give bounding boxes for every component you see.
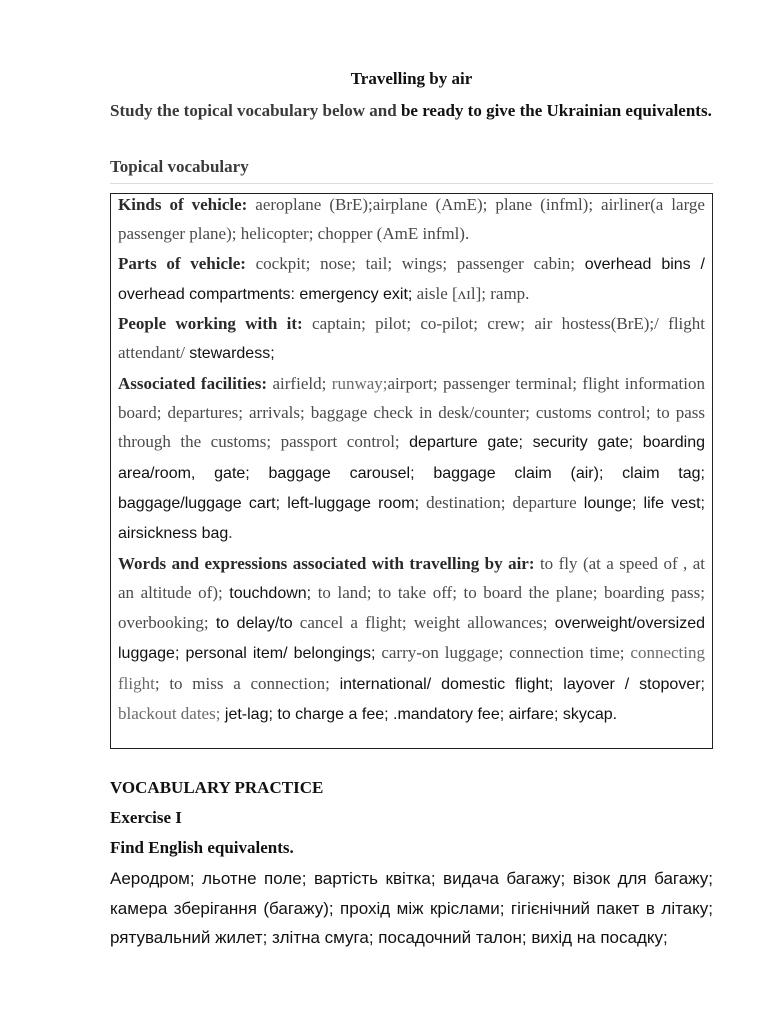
facilities-grey-1: runway;	[331, 373, 388, 393]
facilities-dark-2: lounge; life vest; airsickness bag	[118, 494, 706, 543]
words-label: Words and expressions associated with travelling by air:	[118, 553, 535, 573]
people-label: People working with it:	[118, 314, 303, 334]
kinds-text: aeroplane (BrE);airplane (AmE); plane (infml); airliner(a large passenger plane); helicopter; chopper (AmE infml).	[118, 195, 705, 244]
facilities-text-1: airfield;	[267, 373, 332, 393]
intro-part-2: be ready to give the Ukrainian equivalents.	[400, 101, 712, 120]
people-paragraph	[118, 309, 705, 369]
facilities-label: Associated facilities:	[118, 373, 268, 393]
intro-part-1: Study the topical vocabulary below and	[110, 101, 401, 120]
vocabulary-box	[110, 193, 713, 749]
parts-text-2: aisle [ʌɪl]; ramp.	[412, 283, 530, 303]
kinds-of-vehicle-paragraph	[118, 190, 705, 249]
ukrainian-terms-paragraph: Аеродром; льотне поле; вартість квітка; видача багажу; візок для багажу; камера зберігання (багажу); прохід між кріслами; гігієнічний пакет в літаку; рятувальний жилет; злітна смуга; посадочний талон; вихід на посадку;	[110, 869, 713, 947]
words-grey-1: connecting flight	[118, 643, 705, 693]
facilities-text-3: destination; departure	[419, 492, 584, 512]
kinds-label: Kinds of vehicle:	[118, 195, 248, 214]
parts-label: Parts of vehicle:	[118, 253, 246, 273]
words-grey-2: blackout dates;	[118, 704, 221, 724]
parts-dark-1: overhead bins / overhead compartments: emergency exit;	[118, 255, 705, 303]
words-dark-3: overweight/oversized luggage; personal item/ belongings;	[118, 615, 706, 663]
words-dark-4: international/ domestic flight; layover / stopover;	[339, 675, 705, 693]
vocabulary-practice-heading: VOCABULARY PRACTICE	[110, 778, 324, 797]
intro-paragraph	[110, 96, 713, 125]
exercise-label: Exercise I	[110, 808, 182, 827]
facilities-text-2: airport; passenger terminal; flight information board; departures; arrivals; baggage check in desk/counter; customs control; to pass through the customs; passport control;	[118, 373, 705, 452]
facilities-dark-1: departure gate; security gate; boarding area/room, gate; baggage carousel; baggage claim (air); claim tag; baggage/luggage cart; left-luggage room;	[118, 434, 706, 512]
facilities-text-4: .	[228, 523, 233, 543]
facilities-paragraph	[118, 369, 705, 549]
exercise-instruction: Find English equivalents.	[110, 838, 294, 857]
words-text-1: to fly (at a speed of , at an altitude of);	[118, 553, 706, 602]
parts-text-1: cockpit; nose; tail; wings; passenger cabin;	[245, 253, 585, 273]
people-text-1: captain; pilot; co-pilot; crew; air hostess(BrE);/ flight attendant/	[118, 314, 705, 363]
words-text-3: cancel a flight; weight allowances;	[292, 613, 555, 633]
words-paragraph	[118, 549, 705, 730]
page-title: Travelling by air	[350, 69, 473, 88]
words-dark-2: to delay/to	[215, 615, 293, 633]
words-text-4: carry-on luggage; connection time;	[375, 643, 631, 663]
people-dark-1: stewardess;	[189, 345, 275, 363]
topical-vocabulary-heading: Topical vocabulary	[110, 155, 713, 184]
words-dark-5: jet-lag; to charge a fee; .mandatory fee; airfare; skycap.	[220, 706, 618, 724]
words-text-5: ; to miss a connection;	[154, 673, 340, 693]
parts-of-vehicle-paragraph	[118, 249, 705, 310]
words-text-2: to land; to take off; to board the plane; boarding pass; overbooking;	[118, 582, 706, 633]
words-dark-1: touchdown;	[229, 584, 312, 602]
